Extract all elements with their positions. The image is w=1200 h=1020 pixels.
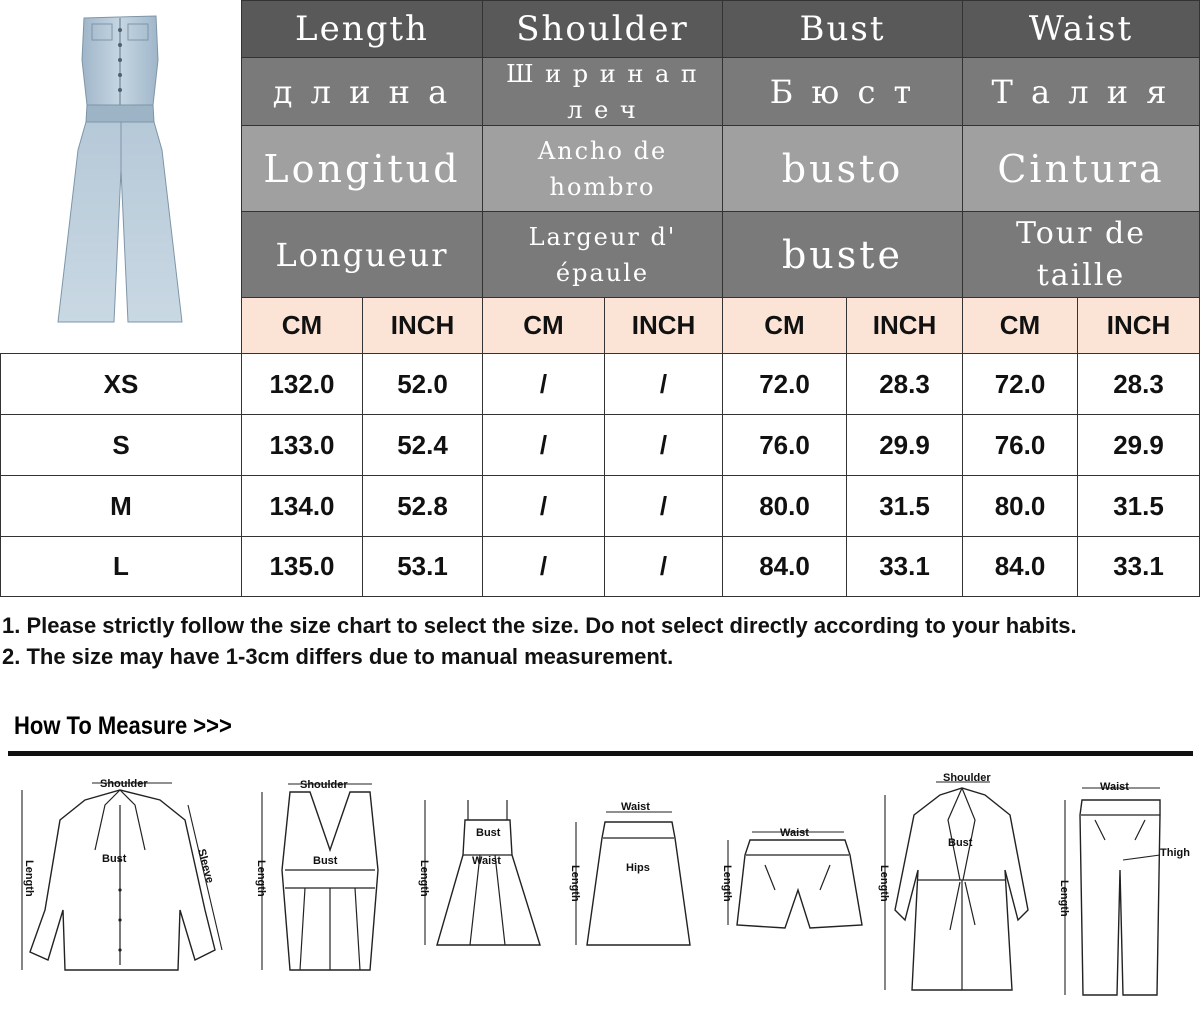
label-length: Length — [255, 860, 267, 897]
note-1: 1. Please strictly follow the size chart to select the size. Do not select directly according to your habits. — [2, 613, 1077, 638]
table-cell: / — [482, 353, 605, 415]
table-cell: 76.0 — [722, 414, 847, 476]
unit-header: CM — [482, 297, 605, 354]
dress-diagram — [418, 800, 540, 945]
col-header-shoulder-fr: Largeur d' épaule — [482, 211, 723, 298]
shirt-diagram — [22, 778, 222, 970]
unit-header: INCH — [1077, 297, 1200, 354]
label-length: Length — [878, 865, 890, 902]
label-shoulder: Shoulder — [100, 778, 148, 790]
table-cell: / — [604, 353, 723, 415]
label-waist: Waist — [621, 801, 650, 813]
table-cell: / — [604, 536, 723, 597]
table-cell: 52.0 — [362, 353, 483, 415]
table-cell: 29.9 — [846, 414, 963, 476]
table-cell: 84.0 — [722, 536, 847, 597]
measurement-diagrams — [0, 760, 1200, 1018]
divider — [8, 751, 1193, 756]
table-cell: 31.5 — [846, 475, 963, 537]
pants-diagram — [1058, 781, 1190, 995]
table-cell: / — [482, 414, 605, 476]
unit-header: CM — [962, 297, 1078, 354]
label-bust: Bust — [948, 837, 973, 849]
table-cell: 33.1 — [1077, 536, 1200, 597]
product-image — [0, 0, 240, 352]
table-cell: / — [604, 475, 723, 537]
label-sleeve: Sleeve — [195, 847, 216, 885]
vest-diagram — [255, 779, 378, 970]
label-thigh: Thigh — [1160, 847, 1190, 859]
size-notes — [2, 610, 1197, 672]
table-cell: 134.0 — [241, 475, 363, 537]
table-cell: 133.0 — [241, 414, 363, 476]
label-bust: Bust — [313, 855, 338, 867]
table-cell: 53.1 — [362, 536, 483, 597]
label-shoulder: Shoulder — [300, 779, 348, 791]
col-header-waist-ru: Т а л и я — [962, 57, 1200, 126]
table-cell: 80.0 — [722, 475, 847, 537]
unit-header: CM — [241, 297, 363, 354]
table-cell: 31.5 — [1077, 475, 1200, 537]
label-length: Length — [721, 865, 733, 902]
jumpsuit-illustration — [0, 0, 240, 352]
label-bust: Bust — [476, 827, 501, 839]
unit-header: INCH — [362, 297, 483, 354]
note-2: 2. The size may have 1-3cm differs due to manual measurement. — [2, 644, 674, 669]
col-header-shoulder-ru: Ш и р и н а п л е ч — [482, 57, 723, 126]
table-cell: 72.0 — [962, 353, 1078, 415]
table-cell: 76.0 — [962, 414, 1078, 476]
table-cell: / — [604, 414, 723, 476]
col-header-length-fr: Longueur — [241, 211, 483, 298]
table-cell: 132.0 — [241, 353, 363, 415]
size-label: L — [0, 536, 242, 597]
how-to-measure-title: How To Measure >>> — [14, 712, 232, 740]
label-waist: Waist — [780, 827, 809, 839]
col-header-bust-ru: Б ю с т — [722, 57, 963, 126]
size-label: M — [0, 475, 242, 537]
table-cell: 29.9 — [1077, 414, 1200, 476]
label-waist: Waist — [472, 855, 501, 867]
col-header-length-ru: д л и н а — [241, 57, 483, 126]
table-cell: 52.8 — [362, 475, 483, 537]
col-header-waist-fr: Tour de taille — [962, 211, 1200, 298]
col-header-length-es: Longitud — [241, 125, 483, 212]
label-length: Length — [23, 860, 35, 897]
table-cell: 28.3 — [846, 353, 963, 415]
label-length: Length — [569, 865, 581, 902]
unit-header: INCH — [846, 297, 963, 354]
col-header-bust-en: Bust — [722, 0, 963, 58]
label-length: Length — [1058, 880, 1070, 917]
coat-diagram — [878, 772, 1028, 990]
col-header-waist-en: Waist — [962, 0, 1200, 58]
table-cell: 135.0 — [241, 536, 363, 597]
col-header-waist-es: Cintura — [962, 125, 1200, 212]
table-cell: 52.4 — [362, 414, 483, 476]
table-cell: 28.3 — [1077, 353, 1200, 415]
unit-header: CM — [722, 297, 847, 354]
skirt-diagram — [569, 801, 690, 945]
col-header-bust-fr: buste — [722, 211, 963, 298]
table-cell: 33.1 — [846, 536, 963, 597]
table-cell: 72.0 — [722, 353, 847, 415]
label-shoulder: Shoulder — [943, 772, 991, 784]
size-label: S — [0, 414, 242, 476]
col-header-bust-es: busto — [722, 125, 963, 212]
table-cell: 80.0 — [962, 475, 1078, 537]
label-waist: Waist — [1100, 781, 1129, 793]
table-cell: / — [482, 475, 605, 537]
table-cell: 84.0 — [962, 536, 1078, 597]
size-label: XS — [0, 353, 242, 415]
label-hips: Hips — [626, 862, 650, 874]
table-cell: / — [482, 536, 605, 597]
col-header-shoulder-en: Shoulder — [482, 0, 723, 58]
unit-header: INCH — [604, 297, 723, 354]
col-header-shoulder-es: Ancho de hombro — [482, 125, 723, 212]
col-header-length-en: Length — [241, 0, 483, 58]
shorts-diagram — [721, 827, 862, 928]
label-length: Length — [418, 860, 430, 897]
label-bust: Bust — [102, 853, 127, 865]
